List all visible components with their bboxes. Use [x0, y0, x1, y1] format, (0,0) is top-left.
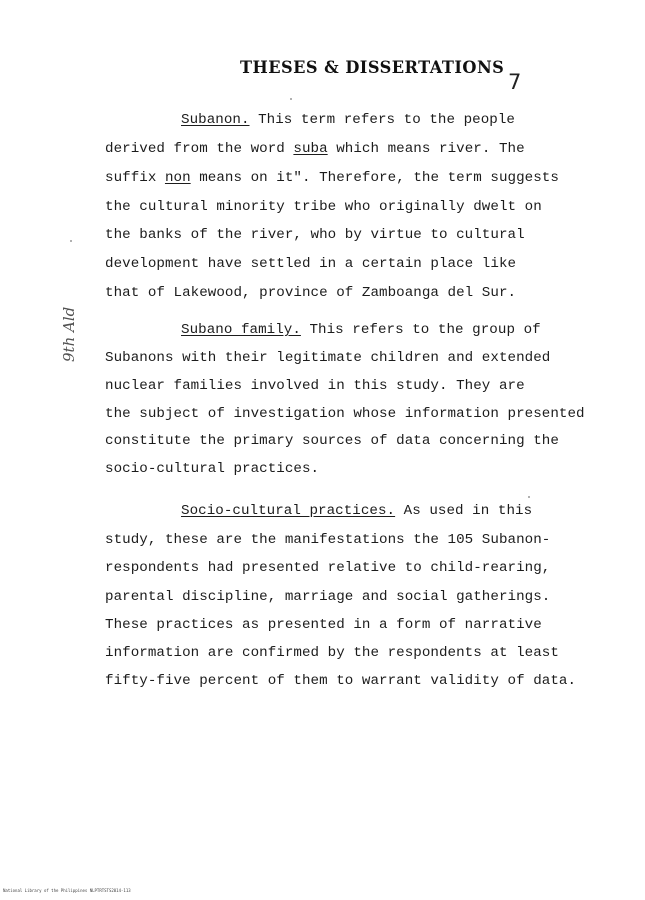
p3-line-6: information are confirmed by the respondents at least [105, 645, 559, 661]
p1-line-3: suffix non means on it". Therefore, the term suggests [105, 170, 559, 186]
page-number: 7 [508, 70, 522, 94]
p1-line-6: development have settled in a certain place like [105, 256, 517, 272]
term-subano-family: Subano family. [181, 322, 301, 338]
term-socio-cultural-practices: Socio-cultural practices. [181, 503, 396, 519]
p3-line-3: respondents had presented relative to child-rearing, [105, 560, 551, 576]
scan-speck [290, 98, 292, 100]
p2-line-1: Subano family. This refers to the group of [181, 322, 541, 338]
p1-line-4: the cultural minority tribe who originally dwelt on [105, 199, 542, 215]
p2-line-2: Subanons with their legitimate children and extended [105, 350, 551, 366]
p1-line-5: the banks of the river, who by virtue to cultural [105, 227, 525, 243]
p3-line-7: fifty-five percent of them to warrant validity of data. [105, 673, 577, 689]
p3-line-1: Socio-cultural practices. As used in this [181, 503, 533, 519]
handwritten-margin-note: 9th Ald [60, 306, 78, 362]
p3-line-5: These practices as presented in a form of narrative [105, 617, 542, 633]
p1-line-1: Subanon. This term refers to the people [181, 112, 515, 128]
word-suba: suba [293, 141, 328, 157]
p2-line-6: socio-cultural practices. [105, 461, 320, 477]
theses-dissertations-stamp: THESES & DISSERTATIONS [240, 58, 505, 78]
p2-line-4: the subject of investigation whose information presented [105, 406, 585, 422]
word-non: non [164, 170, 191, 186]
archive-footer: National Library of the Philippines NLPTRTSTS2014-113 [3, 888, 131, 893]
scan-speck [528, 496, 530, 498]
term-subanon: Subanon. [181, 112, 250, 128]
p1-line-7: that of Lakewood, province of Zamboanga del Sur. [105, 285, 517, 301]
p1-line-2: derived from the word suba which means river. The [105, 141, 525, 157]
p3-line-4: parental discipline, marriage and social gatherings. [105, 589, 551, 605]
p3-line-2: study, these are the manifestations the 105 Subanon- [105, 532, 551, 548]
p2-line-5: constitute the primary sources of data concerning the [105, 433, 559, 449]
scan-speck [70, 240, 72, 242]
p2-line-3: nuclear families involved in this study. They are [105, 378, 525, 394]
